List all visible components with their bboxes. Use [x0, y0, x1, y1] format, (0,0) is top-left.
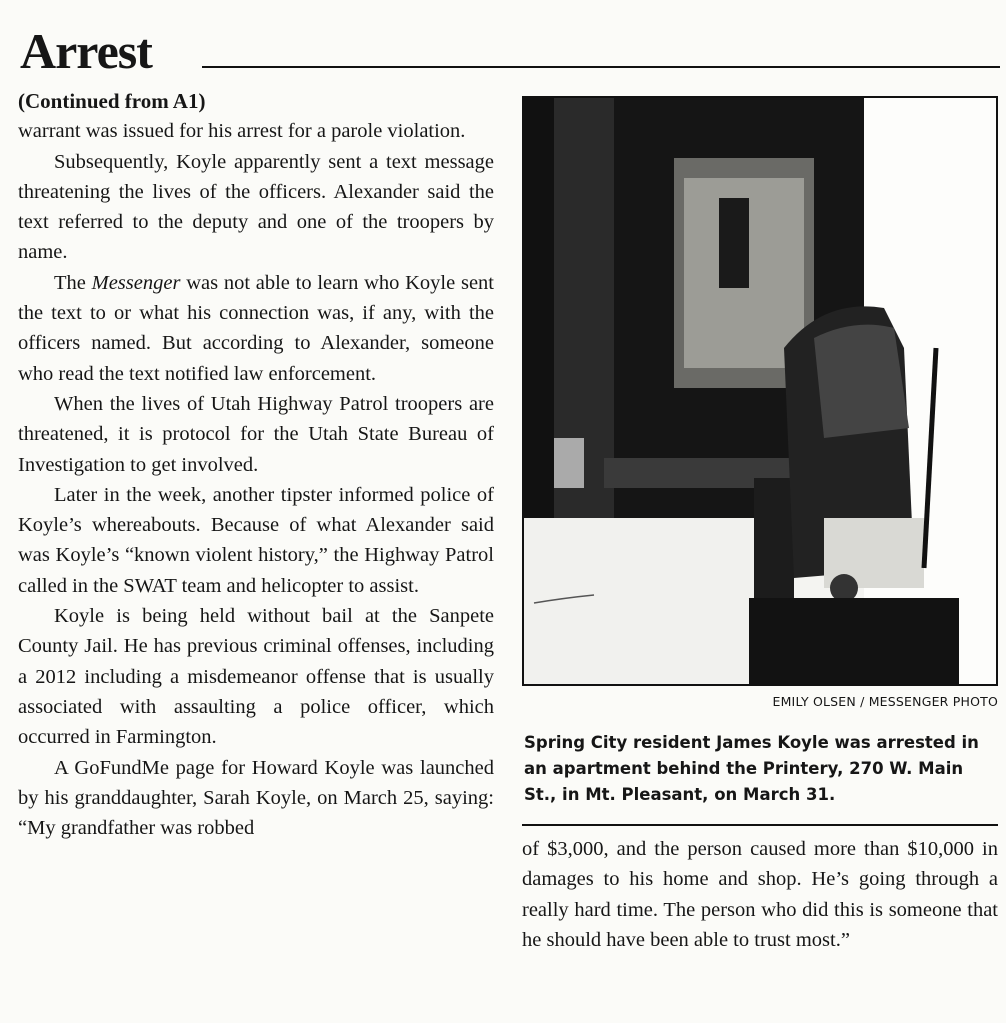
arrest-scene-photo [522, 96, 998, 686]
paragraph-6: Koyle is being held without bail at the Sanpete County Jail. He has previous criminal offenses, including a 2012 including a misdemeanor offense that is usually associated with assaulting a police officer, which occurred in Farmington. [18, 605, 494, 749]
headline-area [20, 20, 1000, 82]
paragraph-1: warrant was issued for his arrest for a parole violation. [18, 120, 466, 143]
paragraph-3-italic: Messenger [91, 271, 181, 294]
paragraph-5: Later in the week, another tipster informed police of Koyle’s whereabouts. Because of what Alexander said was Koyle’s “known violent history,” the Highway Patrol called in the SWAT team and helicopter to assist. [18, 483, 494, 597]
paragraph-2: Subsequently, Koyle apparently sent a text message threatening the lives of the officers. Alexander said the text referred to the deputy and one of the troopers by name. [18, 150, 494, 264]
paragraph-7: A GoFundMe page for Howard Koyle was launched by his granddaughter, Sarah Koyle, on March 25, saying: “My grandfather was robbed [18, 756, 494, 840]
caption-rule [522, 824, 998, 826]
headline-rule [202, 66, 1000, 68]
right-paragraph: of $3,000, and the person caused more than $10,000 in damages to his home and shop. He’s going through a really hard time. The person who did this is someone that he should have been able to trust most.” [522, 838, 998, 951]
left-column [18, 86, 494, 843]
photo-caption: Spring City resident James Koyle was arrested in an apartment behind the Printery, 270 W. Main St., in Mt. Pleasant, on March 31. [524, 733, 979, 804]
headline: Arrest [20, 23, 152, 79]
paragraph-3-before: The [54, 271, 92, 294]
paragraph-3-after: was not able to learn who Koyle sent the text to or what his connection was, if any, with the officers named. But according to Alexander, someone who read the text notified law enforcement. [18, 271, 494, 385]
photo-credit: EMILY OLSEN / MESSENGER PHOTO [772, 694, 998, 709]
paragraph-3 [18, 268, 494, 389]
paragraph-4: When the lives of Utah Highway Patrol troopers are threatened, it is protocol for the Utah State Bureau of Investigation to get involved. [18, 392, 494, 476]
right-column [522, 834, 998, 955]
continued-label: (Continued from A1) [18, 89, 206, 113]
photo-illustration [524, 98, 996, 684]
